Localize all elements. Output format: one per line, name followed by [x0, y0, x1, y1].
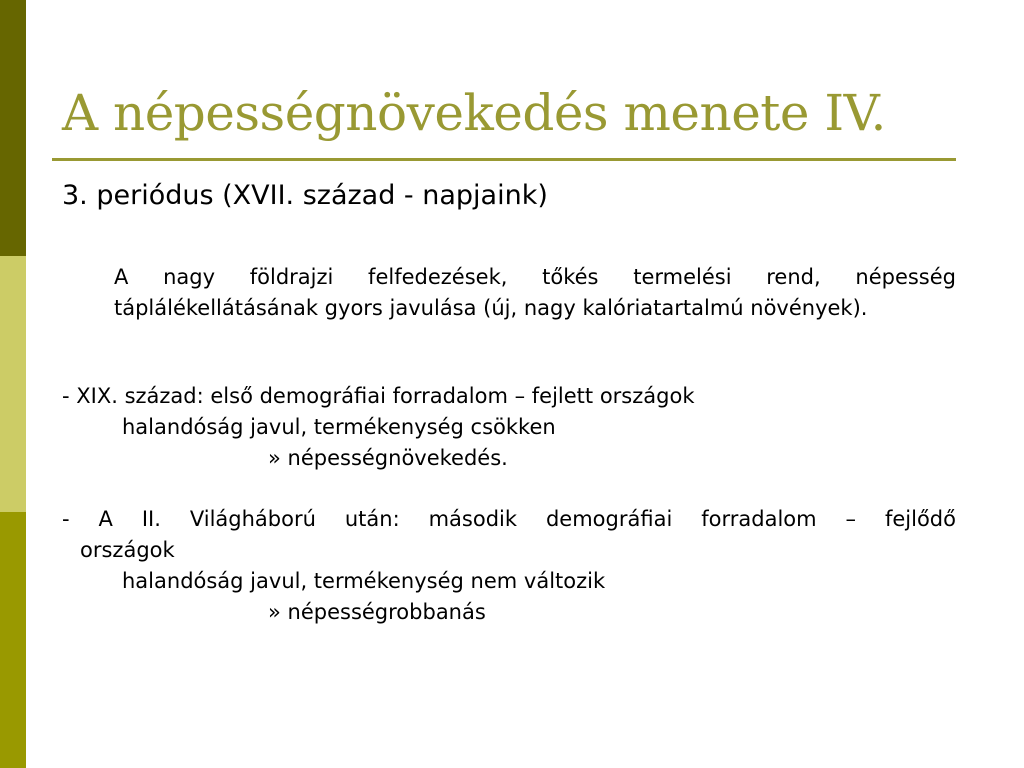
slide-title: A népességnövekedés menete IV. [62, 84, 886, 142]
slide-subtitle: 3. periódus (XVII. század - napjaink) [62, 180, 548, 211]
section1-detail: halandóság javul, termékenység csökken [122, 415, 556, 439]
section2-heading: - A II. Világháború után: második demográfiai forradalom – fejlődő [62, 507, 956, 531]
side-bar-middle [0, 256, 26, 512]
section2-heading-continued: országok [80, 538, 175, 562]
section2-result: » népességrobbanás [268, 600, 486, 624]
section1-result: » népességnövekedés. [268, 446, 508, 470]
section2-detail: halandóság javul, termékenység nem változik [122, 569, 606, 593]
intro-paragraph: A nagy földrajzi felfedezések, tőkés termelési rend, népesség táplálékellátásának gyors javulása (új, nagy kalóriatartalmú növények). [114, 265, 956, 320]
title-divider [52, 158, 956, 161]
side-bar-bottom [0, 512, 26, 768]
section1-heading: - XIX. század: első demográfiai forradalom – fejlett országok [62, 384, 695, 408]
side-bar-top [0, 0, 26, 256]
